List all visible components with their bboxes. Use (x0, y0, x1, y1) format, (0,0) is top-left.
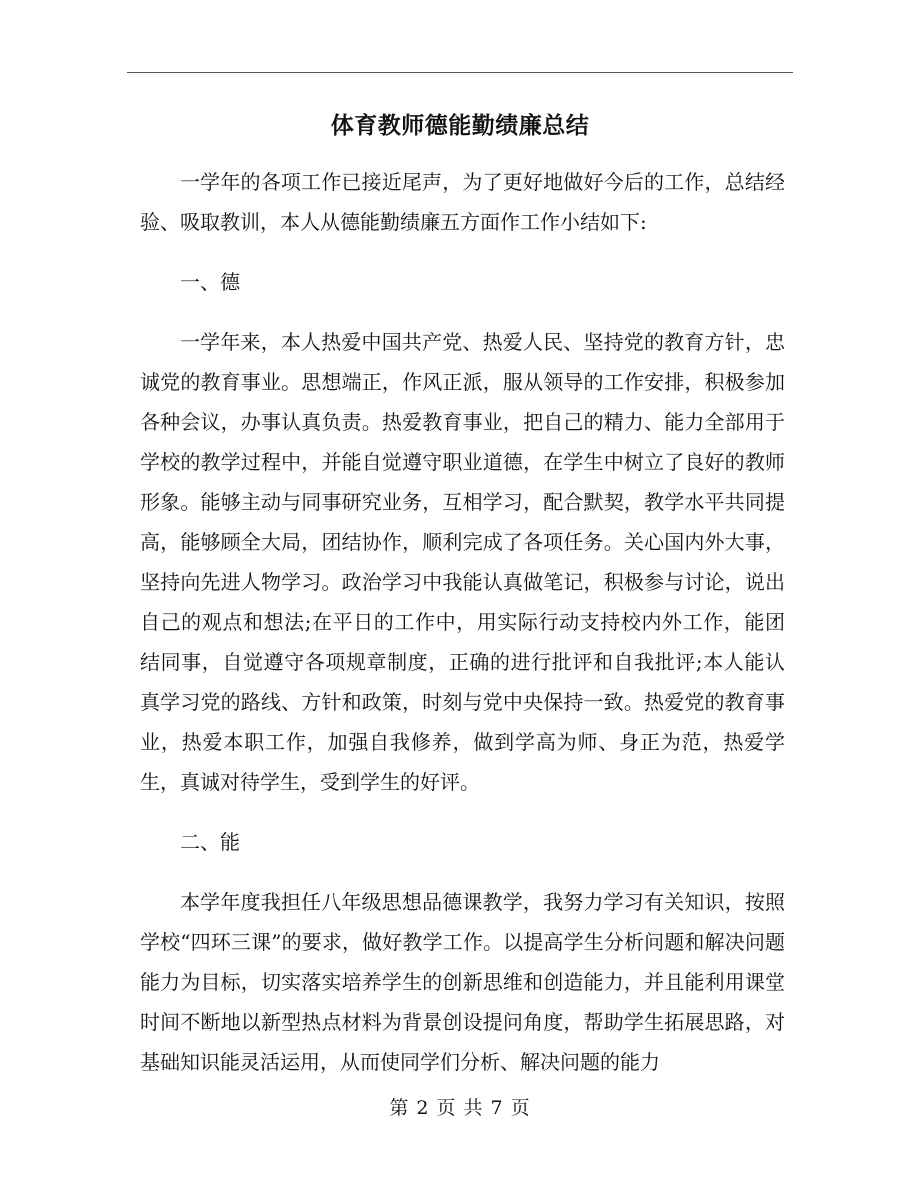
document-body (140, 162, 785, 1102)
section-neng-paragraph: 本学年度我担任八年级思想品德课教学，我努力学习有关知识，按照学校“四环三课”的要求，做好教学工作。以提高学生分析问题和解决问题能力为目标，切实落实培养学生的创新思维和创造能力，并且能利用课堂时间不断地以新型热点材料为背景创设提问角度，帮助学生拓展思路，对基础知识能灵活运用，从而使同学们分析、解决问题的能力 (140, 890, 785, 1074)
section-heading-de: 一、德 (180, 270, 240, 294)
intro-paragraph: 一学年的各项工作已接近尾声，为了更好地做好今后的工作，总结经验、吸取教训，本人从德能勤绩廉五方面作工作小结如下: (140, 170, 785, 234)
section-de-paragraph: 一学年来，本人热爱中国共产党、热爱人民、坚持党的教育方针，忠诚党的教育事业。思想端正，作风正派，服从领导的工作安排，积极参加各种会议，办事认真负责。热爱教育事业，把自己的精力、能力全部用于学校的教学过程中，并能自觉遵守职业道德，在学生中树立了良好的教师形象。能够主动与同事研究业务，互相学习，配合默契，教学水平共同提高，能够顾全大局，团结协作，顺利完成了各项任务。关心国内外大事，坚持向先进人物学习。政治学习中我能认真做笔记，积极参与讨论，说出自己的观点和想法;在平日的工作中，用实际行动支持校内外工作，能团结同事，自觉遵守各项规章制度，正确的进行批评和自我批评;本人能认真学习党的路线、方针和政策，时刻与党中央保持一致。热爱党的教育事业，热爱本职工作，加强自我修养，做到学高为师、身正为范，热爱学生，真诚对待学生，受到学生的好评。 (140, 330, 785, 794)
page-number-footer: 第 2 页 共 7 页 (389, 1097, 531, 1119)
section-heading-neng: 二、能 (180, 830, 240, 854)
header-rule (127, 72, 793, 73)
document-title: 体育教师德能勤绩廉总结 (330, 112, 590, 139)
